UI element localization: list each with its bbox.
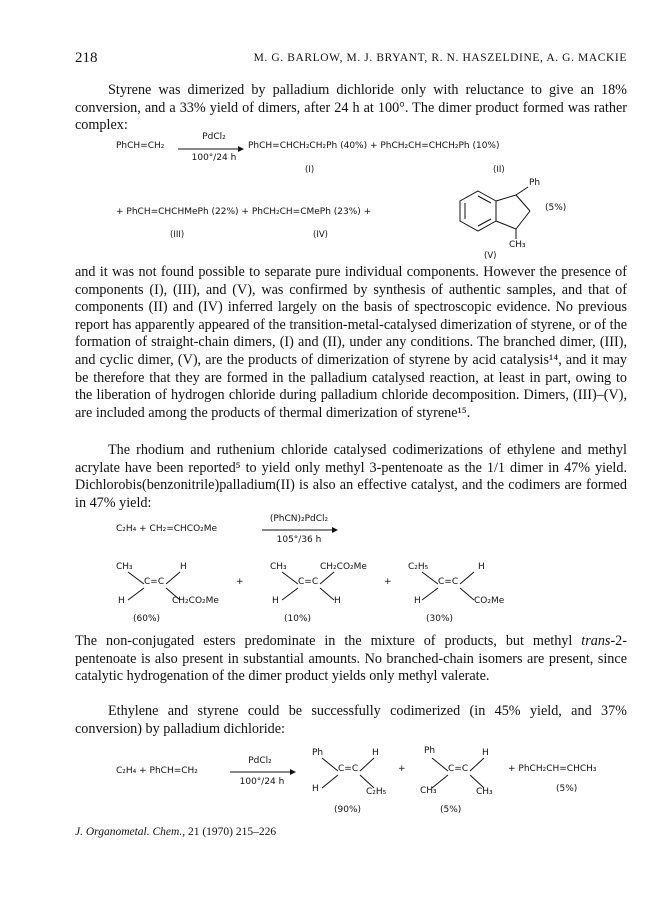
- scheme2-c-h2: H: [414, 596, 421, 606]
- scheme3-arrow: [230, 768, 296, 776]
- scheme2-b-ch3: CH₃: [270, 562, 287, 572]
- scheme3-plus: +: [398, 764, 406, 774]
- scheme2-reactants: C₂H₄ + CH₂=CHCO₂Me: [116, 524, 218, 534]
- journal-volume: 21 (1970) 215–226: [187, 826, 277, 838]
- compound-label-V: (V): [484, 251, 497, 261]
- paragraph-ethylene-styrene: Ethylene and styrene could be successfully codimerized (in 45% yield, and 37% conversion) by palladium dichloride:: [75, 703, 627, 737]
- scheme3-product-c: + PhCH₂CH=CHCH₃: [508, 764, 597, 774]
- scheme2-a-sub: CH₂CO₂Me: [172, 596, 219, 606]
- scheme3-a-h2: H: [312, 784, 319, 794]
- scheme3-b-me2: CH₃: [476, 787, 493, 797]
- scheme3-reagent: PdCl₂: [248, 756, 272, 766]
- scheme3-a-yield: (90%): [334, 805, 362, 815]
- scheme2-c-yield: (30%): [426, 614, 454, 624]
- scheme3-b-me1: CH₃: [420, 786, 437, 796]
- page-number: 218: [75, 50, 98, 66]
- scheme3-conditions: 100°/24 h: [239, 777, 285, 787]
- scheme1-reagent: PdCl₂: [202, 132, 226, 142]
- scheme1-products-row1: PhCH=CHCH₂CH₂Ph (40%) + PhCH₂CH=CHCH₂Ph (10%): [248, 141, 500, 151]
- compound-label-IV: (IV): [313, 230, 328, 240]
- scheme2-b-h1: H: [272, 596, 279, 606]
- scheme3-a-h1: H: [372, 748, 379, 758]
- scheme1-products-row2: + PhCH=CHCHMePh (22%) + PhCH₂CH=CMePh (23%) +: [116, 207, 372, 217]
- scheme3-b-h: H: [482, 748, 489, 758]
- scheme3-a-ph: Ph: [312, 748, 324, 758]
- scheme2-b-h2: H: [334, 596, 341, 606]
- scheme2-a-h2: H: [118, 596, 125, 606]
- compound-label-III: (III): [170, 230, 185, 240]
- scheme3-reactants: C₂H₄ + PhCH=CH₂: [116, 766, 198, 776]
- indane-yield: (5%): [545, 203, 567, 213]
- scheme2-plus-1: +: [236, 577, 244, 587]
- scheme3-b-yield: (5%): [440, 805, 462, 815]
- scheme2-plus-2: +: [384, 577, 392, 587]
- indane-structure-V: [460, 185, 550, 247]
- scheme2-c-cc: C=C: [438, 577, 459, 587]
- scheme2-c-h1: H: [478, 562, 485, 572]
- paragraph-nonconjugated: [75, 633, 627, 686]
- scheme3-b-ph: Ph: [424, 746, 436, 756]
- paragraph-components: and it was not found possible to separate pure individual components. However the presence of components (I), (III), and (V), was confirmed by synthesis of authentic samples, and that of components (II) and (IV) inferred largely on the basis of spectroscopic evidence. No previous report has apparently appeared of the transition-metal-catalysed dimerization of styrene, or of the formation of straight-chain dimers, (I) and (II), under any conditions. The branched dimer, (III), and cyclic dimer, (V), are the products of dimerization of styrene by acid catalysis¹⁴, and it may be therefore that they are formed in the palladium catalysed reaction, at least in part, owing to the liberation of hydrogen chloride during palladium chloride decomposition. Dimers, (III)–(V), are included among the products of thermal dimerization of styrene¹⁵.: [75, 264, 627, 421]
- scheme2-a-cc: C=C: [144, 577, 165, 587]
- scheme1-arrow: [178, 145, 244, 153]
- scheme2-reagent: (PhCN)₂PdCl₂: [269, 514, 329, 524]
- scheme2-a-ch3: CH₃: [116, 562, 133, 572]
- scheme2-b-cc: C=C: [298, 577, 319, 587]
- scheme2-b-yield: (10%): [284, 614, 312, 624]
- scheme3-a-et: C₂H₅: [366, 787, 387, 797]
- paragraph-codimerization: The rhodium and ruthenium chloride catalysed codimerizations of ethylene and methyl acrylate have been reported⁵ to yield only methyl 3-pentenoate as the 1/1 dimer in 47% yield. Dichlorobis(benzonitrile)palladium(II) is also an effective catalyst, and the codimers are formed in 47% yield:: [75, 442, 627, 511]
- scheme2-a-h1: H: [180, 562, 187, 572]
- scheme1-reactant: PhCH=CH₂: [116, 141, 165, 151]
- journal-citation: [75, 826, 276, 838]
- journal-name: J. Organometal. Chem.,: [75, 826, 186, 838]
- indane-ch3: CH₃: [509, 240, 526, 250]
- compound-label-I: (I): [305, 165, 315, 175]
- indane-ph: Ph: [529, 178, 541, 188]
- scheme3-b-cc: C=C: [448, 764, 469, 774]
- p4-text-post: -2-pentenoate is also present in substantial amounts. No branched-chain isomers are present, since catalytic hydrogenation of the dimer product yields only methyl valerate.: [75, 633, 627, 685]
- scheme2-c-sub: CO₂Me: [474, 596, 505, 606]
- p4-text-pre: The non-conjugated esters predominate in the mixture of products, but methyl: [75, 633, 582, 649]
- scheme2-arrow: [262, 526, 338, 534]
- paragraph-styrene-dimerization: Styrene was dimerized by palladium dichloride only with reluctance to give an 18% conversion, and a 33% yield of dimers, after 24 h at 100°. The dimer product formed was rather complex:: [75, 82, 627, 134]
- scheme3-c-yield: (5%): [556, 784, 578, 794]
- scheme2-c-et: C₂H₅: [408, 562, 429, 572]
- scheme3-a-cc: C=C: [338, 764, 359, 774]
- running-title: M. G. BARLOW, M. J. BRYANT, R. N. HASZELDINE, A. G. MACKIE: [253, 52, 627, 64]
- scheme2-conditions: 105°/36 h: [276, 535, 322, 545]
- scheme2-a-yield: (60%): [133, 614, 161, 624]
- p4-text-italic: trans: [581, 633, 611, 649]
- page-header: [75, 50, 627, 70]
- scheme2-b-sub: CH₂CO₂Me: [320, 562, 367, 572]
- compound-label-II: (II): [493, 165, 505, 175]
- scheme1-conditions: 100°/24 h: [191, 153, 237, 163]
